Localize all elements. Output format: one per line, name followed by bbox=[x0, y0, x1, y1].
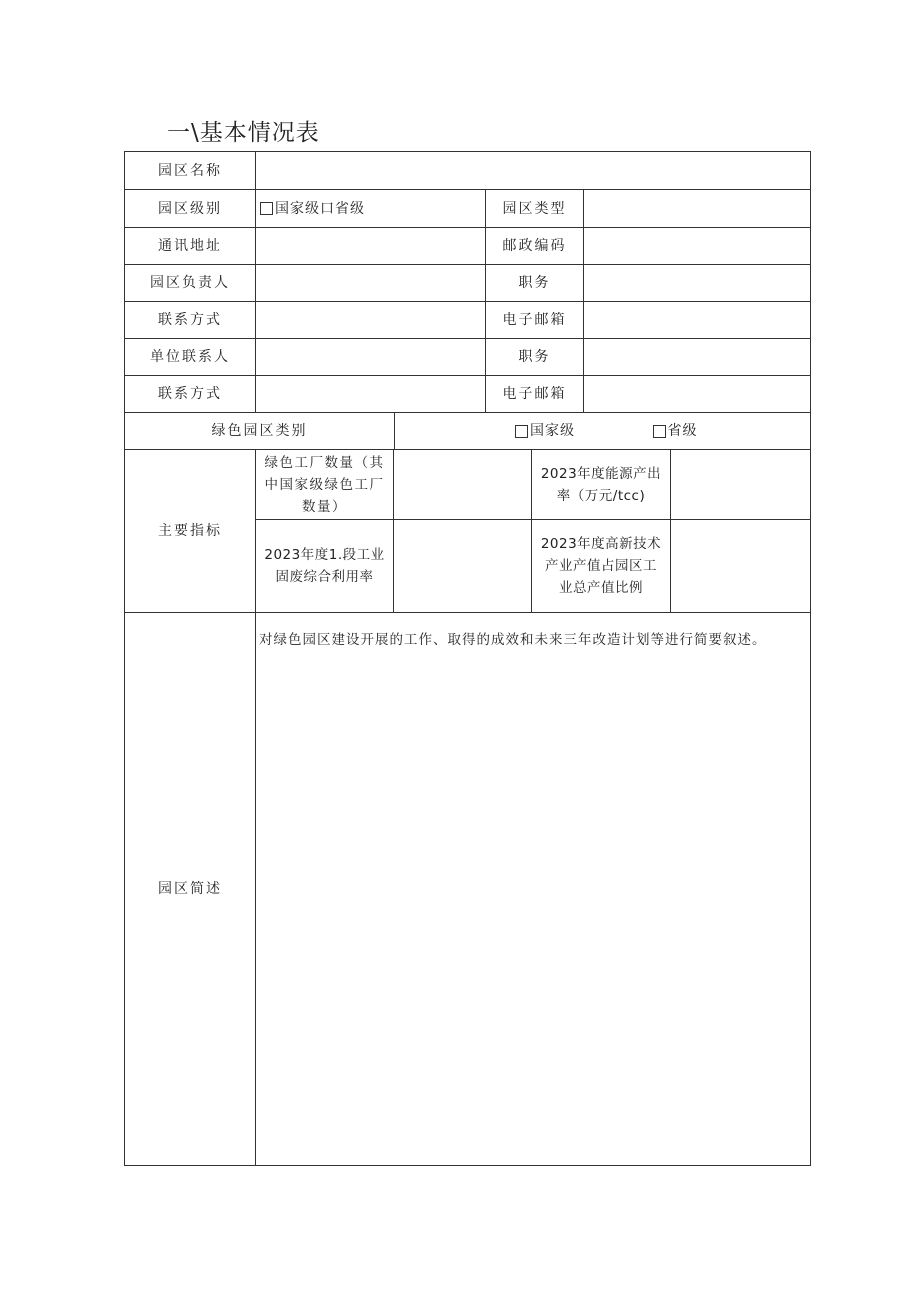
solid-waste-utilization-value[interactable] bbox=[394, 520, 531, 612]
leader-contact-label: 联系方式 bbox=[158, 312, 222, 328]
park-summary-label: 园区简述 bbox=[158, 881, 222, 897]
unit-contact-position-value[interactable] bbox=[584, 339, 810, 375]
green-national-checkbox[interactable] bbox=[515, 425, 528, 438]
leader-position-value[interactable] bbox=[584, 265, 810, 301]
unit-contact-value[interactable] bbox=[256, 339, 485, 375]
postcode-value[interactable] bbox=[584, 228, 810, 264]
hightech-output-ratio-value[interactable] bbox=[671, 520, 810, 612]
national-level-option-label: 国家级 bbox=[275, 200, 320, 217]
park-summary-instruction: 对绿色园区建设开展的工作、取得的成效和未来三年改造计划等进行简要叙述。 bbox=[259, 632, 767, 648]
unit-contact-position-label: 职务 bbox=[518, 349, 551, 365]
address-label: 通讯地址 bbox=[158, 238, 222, 254]
leader-email-value[interactable] bbox=[584, 302, 810, 338]
leader-contact-value[interactable] bbox=[256, 302, 485, 338]
park-leader-value[interactable] bbox=[256, 265, 485, 301]
green-provincial-option[interactable] bbox=[640, 413, 710, 449]
green-park-category-label: 绿色园区类别 bbox=[211, 423, 308, 439]
park-name-label: 园区名称 bbox=[158, 162, 222, 179]
hightech-output-ratio-label: 2023年度高新技术 产业产值占园区工 业总产值比例 bbox=[540, 536, 662, 596]
unit-contact-label: 单位联系人 bbox=[150, 349, 230, 365]
green-factory-count-value[interactable] bbox=[394, 450, 531, 519]
park-leader-label: 园区负责人 bbox=[150, 275, 230, 291]
park-level-label: 园区级别 bbox=[158, 200, 222, 217]
park-summary-text-area[interactable] bbox=[256, 613, 810, 1165]
green-factory-count-label: 绿色工厂数量（其 中国家级绿色工厂 数量） bbox=[264, 454, 385, 515]
green-national-option[interactable] bbox=[500, 413, 590, 449]
national-level-checkbox[interactable] bbox=[260, 202, 273, 215]
green-national-option-label: 国家级 bbox=[530, 423, 575, 439]
park-type-label: 园区类型 bbox=[502, 200, 567, 217]
park-type-value[interactable] bbox=[584, 190, 810, 227]
leader-position-label: 职务 bbox=[518, 275, 551, 291]
table-border-right bbox=[810, 151, 811, 1166]
unit-contact-method-label: 联系方式 bbox=[158, 386, 222, 402]
green-provincial-checkbox[interactable] bbox=[653, 425, 666, 438]
unit-contact-method-value[interactable] bbox=[256, 376, 485, 412]
column-divider bbox=[394, 412, 395, 449]
unit-contact-email-value[interactable] bbox=[584, 376, 810, 412]
table-border-bottom bbox=[124, 1165, 811, 1166]
park-name-value[interactable] bbox=[256, 152, 810, 189]
solid-waste-utilization-label: 2023年度1.段工业 固废综合利用率 bbox=[264, 547, 385, 585]
green-provincial-option-label: 省级 bbox=[667, 423, 698, 439]
leader-email-label: 电子邮箱 bbox=[502, 312, 567, 328]
energy-output-rate-label: 2023年度能源产出 率（万元/tcc) bbox=[540, 465, 662, 504]
main-indicators-label: 主要指标 bbox=[158, 523, 222, 539]
park-level-options bbox=[256, 190, 485, 227]
provincial-level-option-label: 口省级 bbox=[320, 200, 365, 217]
page-title: 一\基本情况表 bbox=[167, 120, 320, 146]
energy-output-rate-value[interactable] bbox=[671, 450, 810, 519]
address-value[interactable] bbox=[256, 228, 485, 264]
postcode-label: 邮政编码 bbox=[502, 238, 567, 254]
unit-contact-email-label: 电子邮箱 bbox=[502, 386, 567, 402]
